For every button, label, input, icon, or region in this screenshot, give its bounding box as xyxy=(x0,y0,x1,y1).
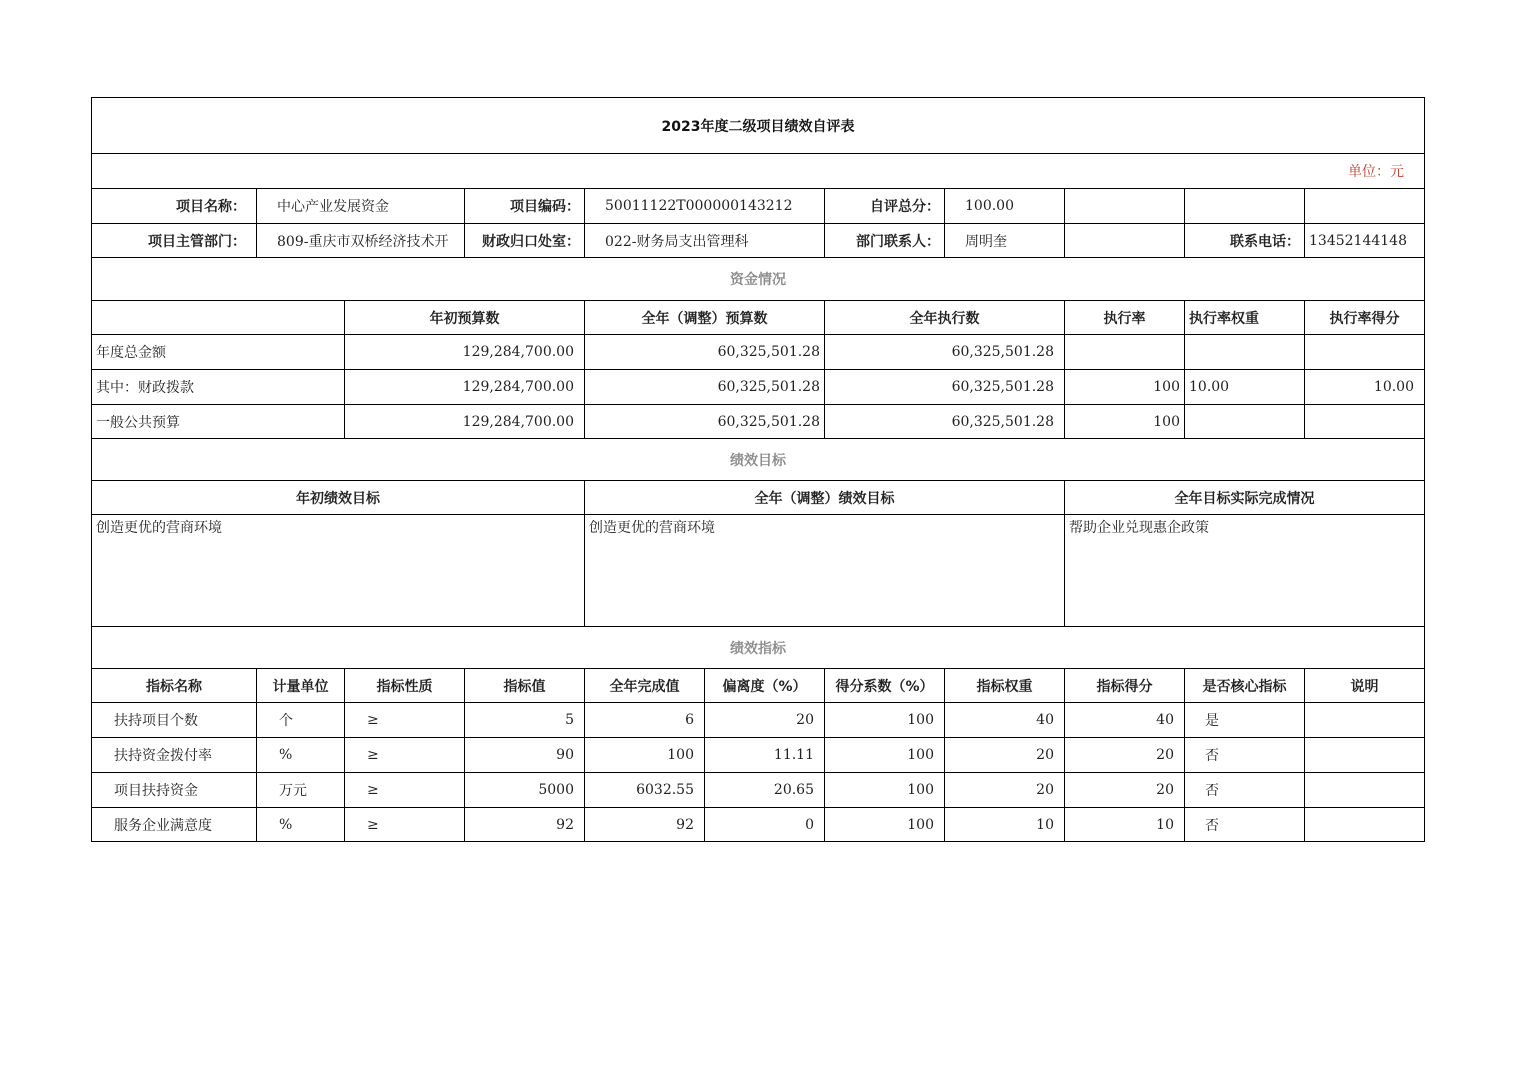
funds-weight: 10.00 xyxy=(1185,370,1305,405)
ind-nature: ≥ xyxy=(345,773,465,808)
ind-weight: 40 xyxy=(945,703,1065,738)
ind-coef: 100 xyxy=(825,808,945,842)
funds-rate xyxy=(1065,335,1185,370)
funds-header-executed: 全年执行数 xyxy=(825,301,1065,335)
ind-header-coef: 得分系数（%） xyxy=(825,669,945,703)
ind-core: 否 xyxy=(1185,738,1305,773)
ind-coef: 100 xyxy=(825,738,945,773)
indicators-header-row xyxy=(92,669,1425,703)
contact-label: 部门联系人： xyxy=(825,224,945,258)
info-row-1 xyxy=(92,189,1425,224)
ind-deviation: 11.11 xyxy=(705,738,825,773)
ind-nature: ≥ xyxy=(345,703,465,738)
info-row-2 xyxy=(92,224,1425,258)
funds-header-row xyxy=(92,301,1425,335)
funds-initial: 129,284,700.00 xyxy=(345,405,585,439)
dept-label: 项目主管部门： xyxy=(92,224,257,258)
ind-header-note: 说明 xyxy=(1305,669,1425,703)
indicator-row xyxy=(92,808,1425,842)
funds-row xyxy=(92,335,1425,370)
goals-header-row xyxy=(92,481,1425,515)
ind-target: 5 xyxy=(465,703,585,738)
ind-actual: 92 xyxy=(585,808,705,842)
score-label: 自评总分： xyxy=(825,189,945,224)
ind-name: 扶持项目个数 xyxy=(92,703,257,738)
funds-adjusted: 60,325,501.28 xyxy=(585,370,825,405)
finance-label: 财政归口处室： xyxy=(465,224,585,258)
ind-header-deviation: 偏离度（%） xyxy=(705,669,825,703)
ind-core: 否 xyxy=(1185,808,1305,842)
ind-nature: ≥ xyxy=(345,738,465,773)
ind-note xyxy=(1305,738,1425,773)
funds-weight xyxy=(1185,405,1305,439)
ind-note xyxy=(1305,773,1425,808)
ind-unit: 万元 xyxy=(257,773,345,808)
ind-header-actual: 全年完成值 xyxy=(585,669,705,703)
ind-actual: 6032.55 xyxy=(585,773,705,808)
ind-deviation: 20 xyxy=(705,703,825,738)
ind-score: 10 xyxy=(1065,808,1185,842)
dept-value: 809-重庆市双桥经济技术开 xyxy=(257,224,465,258)
phone-value: 13452144148 xyxy=(1305,224,1425,258)
funds-rate: 100 xyxy=(1065,405,1185,439)
ind-unit: % xyxy=(257,738,345,773)
ind-core: 是 xyxy=(1185,703,1305,738)
ind-header-target: 指标值 xyxy=(465,669,585,703)
ind-weight: 20 xyxy=(945,773,1065,808)
funds-row-label: 年度总金额 xyxy=(92,335,345,370)
funds-header-initial: 年初预算数 xyxy=(345,301,585,335)
funds-executed: 60,325,501.28 xyxy=(825,370,1065,405)
funds-header-adjusted: 全年（调整）预算数 xyxy=(585,301,825,335)
funds-adjusted: 60,325,501.28 xyxy=(585,405,825,439)
ind-coef: 100 xyxy=(825,773,945,808)
funds-rate: 100 xyxy=(1065,370,1185,405)
ind-score: 20 xyxy=(1065,738,1185,773)
ind-coef: 100 xyxy=(825,703,945,738)
ind-target: 90 xyxy=(465,738,585,773)
goal-initial-text: 创造更优的营商环境 xyxy=(92,515,585,627)
funds-row xyxy=(92,370,1425,405)
ind-actual: 100 xyxy=(585,738,705,773)
funds-header-weight: 执行率权重 xyxy=(1185,301,1305,335)
project-code-label: 项目编码： xyxy=(465,189,585,224)
ind-unit: % xyxy=(257,808,345,842)
contact-value: 周明奎 xyxy=(945,224,1065,258)
score-value: 100.00 xyxy=(945,189,1065,224)
ind-weight: 10 xyxy=(945,808,1065,842)
goals-section-title: 绩效目标 xyxy=(92,439,1425,481)
ind-nature: ≥ xyxy=(345,808,465,842)
ind-target: 5000 xyxy=(465,773,585,808)
funds-executed: 60,325,501.28 xyxy=(825,405,1065,439)
ind-deviation: 0 xyxy=(705,808,825,842)
ind-name: 项目扶持资金 xyxy=(92,773,257,808)
goals-content-row xyxy=(92,515,1425,627)
funds-header-rate: 执行率 xyxy=(1065,301,1185,335)
phone-label: 联系电话： xyxy=(1185,224,1305,258)
project-name-value: 中心产业发展资金 xyxy=(257,189,465,224)
funds-section-title: 资金情况 xyxy=(92,258,1425,301)
goal-adjusted-text: 创造更优的营商环境 xyxy=(585,515,1065,627)
ind-header-core: 是否核心指标 xyxy=(1185,669,1305,703)
ind-deviation: 20.65 xyxy=(705,773,825,808)
ind-core: 否 xyxy=(1185,773,1305,808)
ind-weight: 20 xyxy=(945,738,1065,773)
funds-row xyxy=(92,405,1425,439)
page-title: 2023年度二级项目绩效自评表 xyxy=(92,98,1425,154)
indicator-row xyxy=(92,773,1425,808)
ind-header-nature: 指标性质 xyxy=(345,669,465,703)
indicator-row xyxy=(92,738,1425,773)
funds-row-label: 其中：财政拨款 xyxy=(92,370,345,405)
funds-score xyxy=(1305,335,1425,370)
finance-value: 022-财务局支出管理科 xyxy=(585,224,825,258)
funds-row-label: 一般公共预算 xyxy=(92,405,345,439)
ind-name: 服务企业满意度 xyxy=(92,808,257,842)
ind-note xyxy=(1305,703,1425,738)
goal-actual-text: 帮助企业兑现惠企政策 xyxy=(1065,515,1425,627)
funds-header-score: 执行率得分 xyxy=(1305,301,1425,335)
goals-header-actual: 全年目标实际完成情况 xyxy=(1065,481,1425,515)
funds-initial: 129,284,700.00 xyxy=(345,335,585,370)
ind-note xyxy=(1305,808,1425,842)
self-evaluation-table xyxy=(91,97,1425,842)
ind-unit: 个 xyxy=(257,703,345,738)
ind-header-weight: 指标权重 xyxy=(945,669,1065,703)
project-code-value: 50011122T000000143212 xyxy=(585,189,825,224)
project-name-label: 项目名称： xyxy=(92,189,257,224)
goals-header-initial: 年初绩效目标 xyxy=(92,481,585,515)
indicator-row xyxy=(92,703,1425,738)
goals-header-adjusted: 全年（调整）绩效目标 xyxy=(585,481,1065,515)
ind-header-score: 指标得分 xyxy=(1065,669,1185,703)
funds-initial: 129,284,700.00 xyxy=(345,370,585,405)
ind-target: 92 xyxy=(465,808,585,842)
funds-score: 10.00 xyxy=(1305,370,1425,405)
funds-adjusted: 60,325,501.28 xyxy=(585,335,825,370)
ind-header-unit: 计量单位 xyxy=(257,669,345,703)
ind-score: 20 xyxy=(1065,773,1185,808)
unit-label: 单位：元 xyxy=(92,154,1425,189)
funds-score xyxy=(1305,405,1425,439)
ind-score: 40 xyxy=(1065,703,1185,738)
ind-name: 扶持资金拨付率 xyxy=(92,738,257,773)
funds-executed: 60,325,501.28 xyxy=(825,335,1065,370)
indicators-section-title: 绩效指标 xyxy=(92,627,1425,669)
ind-actual: 6 xyxy=(585,703,705,738)
ind-header-name: 指标名称 xyxy=(92,669,257,703)
funds-weight xyxy=(1185,335,1305,370)
